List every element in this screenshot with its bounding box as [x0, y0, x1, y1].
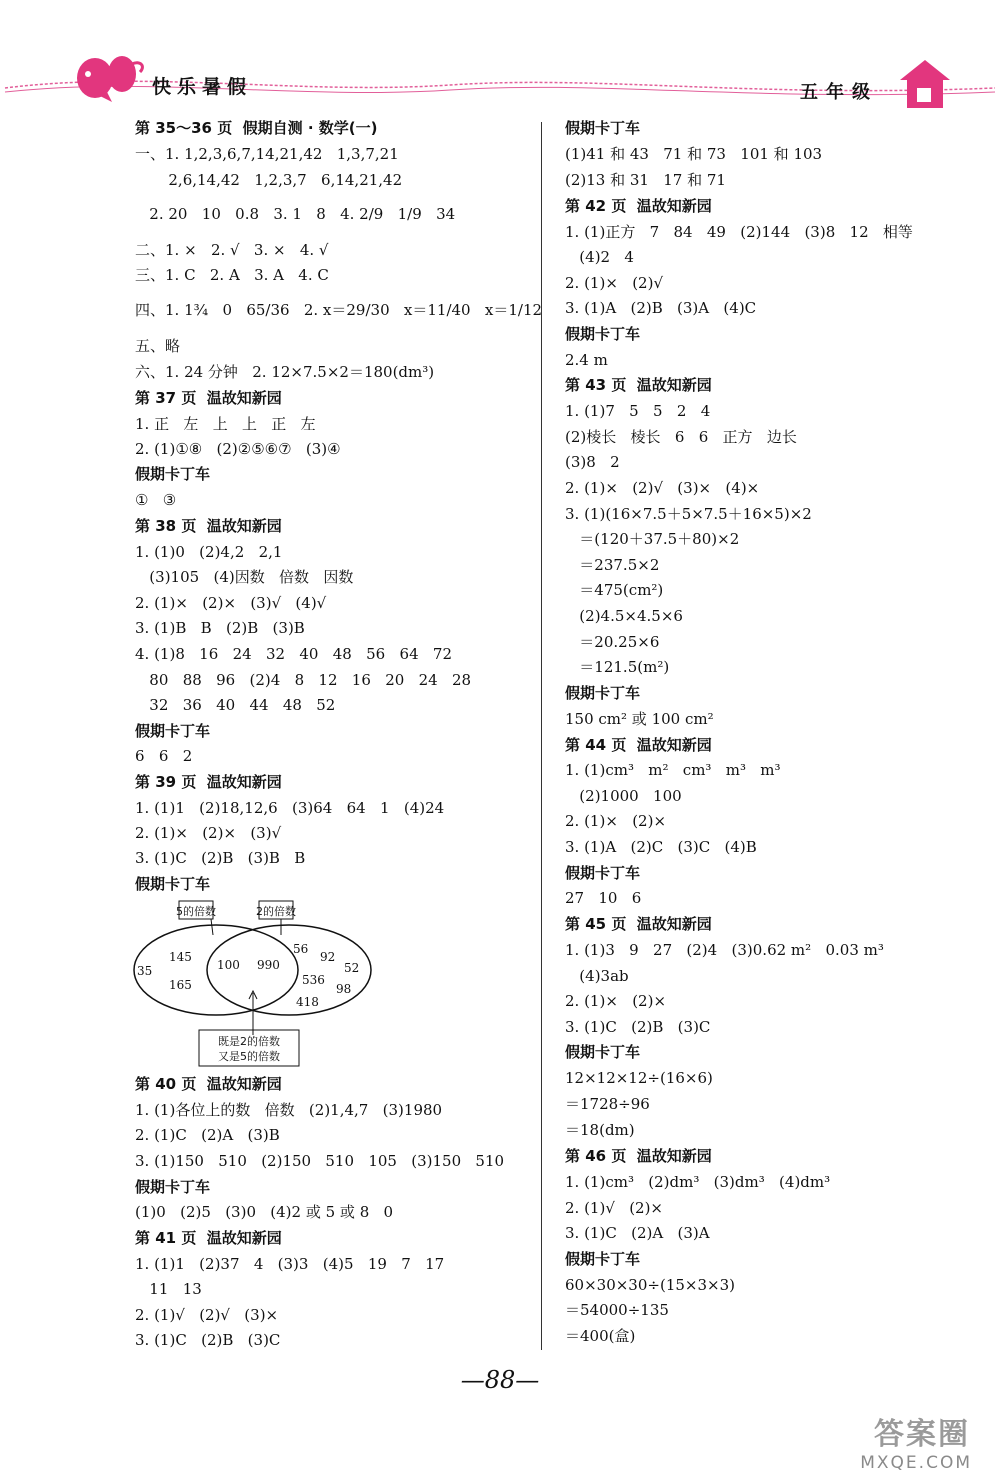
venn-diagram: [131, 895, 381, 1070]
answer-line: 一、1. 1,2,3,6,7,14,21,42 1,3,7,21: [135, 145, 399, 163]
answer-line: 2,6,14,42 1,2,3,7 6,14,21,42: [135, 171, 403, 189]
answer-line: 27 10 6: [565, 889, 642, 907]
venn-label-both-2: 又是5的倍数: [218, 1050, 280, 1063]
answer-line: 1. 正 左 上 上 正 左: [135, 415, 316, 433]
answer-line: ＝237.5×2: [565, 556, 660, 574]
answer-line: 3. (1)(16×7.5＋5×7.5＋16×5)×2: [565, 505, 812, 523]
answer-line: 2. 20 10 0.8 3. 1 8 4. 2/9 1/9 34: [135, 205, 456, 223]
answer-line: 1. (1)正方 7 84 49 (2)144 (3)8 12 相等: [565, 223, 913, 241]
answer-line: 1. (1)0 (2)4,2 2,1: [135, 543, 283, 561]
venn-value: 536: [302, 973, 325, 987]
section-title: 第 45 页 温故知新园: [565, 915, 712, 933]
answer-line: ＝400(盒): [565, 1327, 636, 1345]
answer-line: 3. (1)A (2)B (3)A (4)C: [565, 299, 757, 317]
answer-line: 3. (1)A (2)C (3)C (4)B: [565, 838, 757, 856]
answer-line: 3. (1)C (2)B (3)C: [565, 1018, 711, 1036]
section-title: 第 39 页 温故知新园: [135, 773, 282, 791]
answer-line: 32 36 40 44 48 52: [135, 696, 336, 714]
answer-line: 1. (1)3 9 27 (2)4 (3)0.62 m² 0.03 m³: [565, 941, 884, 959]
answer-line: 2.4 m: [565, 351, 608, 369]
answer-line: 1. (1)cm³ (2)dm³ (3)dm³ (4)dm³: [565, 1173, 831, 1191]
section-title: 假期卡丁车: [135, 1178, 211, 1196]
venn-value: 35: [137, 964, 153, 978]
answer-line: (4)3ab: [565, 967, 629, 985]
section-title: 假期卡丁车: [135, 722, 211, 740]
answer-line: ＝121.5(m²): [565, 658, 670, 676]
answer-line: ＝(120＋37.5＋80)×2: [565, 530, 740, 548]
answer-line: 2. (1)× (2)×: [565, 812, 667, 830]
venn-label-both-1: 既是2的倍数: [218, 1035, 280, 1048]
answer-line: ＝475(cm²): [565, 581, 664, 599]
answer-line: 2. (1)C (2)A (3)B: [135, 1126, 280, 1144]
answer-line: 二、1. × 2. √ 3. × 4. √: [135, 241, 329, 259]
section-title: 假期卡丁车: [565, 864, 641, 882]
section-title: 假期卡丁车: [565, 119, 641, 137]
answer-line: ＝20.25×6: [565, 633, 660, 651]
answer-line: 3. (1)B B (2)B (3)B: [135, 619, 305, 637]
venn-value: 165: [169, 978, 192, 992]
section-title: 假期卡丁车: [565, 325, 641, 343]
answer-line: 1. (1)cm³ m² cm³ m³ m³: [565, 761, 781, 779]
venn-label-2: 2的倍数: [256, 905, 296, 918]
answer-line: 1. (1)各位上的数 倍数 (2)1,4,7 (3)1980: [135, 1101, 443, 1119]
grade-label: 五年级: [800, 82, 878, 103]
answer-line: ＝54000÷135: [565, 1301, 669, 1319]
page-header: [0, 0, 1000, 115]
answer-line: 2. (1)× (2)× (3)√: [135, 824, 282, 842]
answer-line: 四、1. 1¾ 0 65/36 2. x＝29/30 x＝11/40 x＝1/12: [135, 301, 543, 319]
answer-line: (1)41 和 43 71 和 73 101 和 103: [565, 145, 823, 163]
section-title: 第 41 页 温故知新园: [135, 1229, 282, 1247]
answer-line: 1. (1)1 (2)18,12,6 (3)64 64 1 (4)24: [135, 799, 445, 817]
answer-line: 2. (1)× (2)√: [565, 274, 664, 292]
answer-line: 2. (1)①⑧ (2)②⑤⑥⑦ (3)④: [135, 440, 341, 458]
venn-value: 92: [320, 950, 336, 964]
answer-line: ① ③: [135, 491, 177, 509]
answer-line: 3. (1)150 510 (2)150 510 105 (3)150 510: [135, 1152, 505, 1170]
brand-title: 快乐暑假: [152, 76, 253, 98]
answer-line: (2)1000 100: [565, 787, 682, 805]
section-title: 第 42 页 温故知新园: [565, 197, 712, 215]
answer-line: (3)105 (4)因数 倍数 因数: [135, 568, 354, 586]
answer-line: 2. (1)√ (2)×: [565, 1199, 664, 1217]
page-number: —88—: [460, 1366, 540, 1394]
venn-arrow-5: [211, 919, 213, 935]
answer-line: (2)棱长 棱长 6 6 正方 边长: [565, 428, 797, 446]
venn-label-5: 5的倍数: [176, 905, 216, 918]
venn-value: 145: [169, 950, 192, 964]
venn-value: 100: [217, 958, 240, 972]
answer-line: (2)13 和 31 17 和 71: [565, 171, 726, 189]
answer-line: 三、1. C 2. A 3. A 4. C: [135, 266, 329, 284]
answer-line: 五、略: [135, 337, 181, 355]
section-title: 第 43 页 温故知新园: [565, 376, 712, 394]
section-title: 第 37 页 温故知新园: [135, 389, 282, 407]
venn-value: 990: [257, 958, 280, 972]
answer-line: 2. (1)√ (2)√ (3)×: [135, 1306, 279, 1324]
answer-line: 2. (1)× (2)√ (3)× (4)×: [565, 479, 760, 497]
bird-icon: [77, 56, 142, 102]
answer-line: 2. (1)× (2)× (3)√ (4)√: [135, 594, 327, 612]
watermark-text: MXQE.COM: [860, 1453, 972, 1473]
answer-line: 150 cm² 或 100 cm²: [565, 710, 714, 728]
venn-svg: [131, 895, 381, 1070]
watermark-logo: 答案圈: [874, 1417, 970, 1452]
answer-line: 12×12×12÷(16×6): [565, 1069, 713, 1087]
section-title: 第 44 页 温故知新园: [565, 736, 712, 754]
answer-line: (3)8 2: [565, 453, 620, 471]
answer-line: 1. (1)1 (2)37 4 (3)3 (4)5 19 7 17: [135, 1255, 445, 1273]
answer-line: 3. (1)C (2)B (3)B B: [135, 849, 306, 867]
answer-line: ＝1728÷96: [565, 1095, 650, 1113]
answer-line: 3. (1)C (2)A (3)A: [565, 1224, 710, 1242]
answer-line: (2)4.5×4.5×6: [565, 607, 683, 625]
answer-line: 1. (1)7 5 5 2 4: [565, 402, 711, 420]
section-title: 假期卡丁车: [135, 875, 211, 893]
house-icon: [900, 60, 950, 108]
section-title: 第 40 页 温故知新园: [135, 1075, 282, 1093]
answer-line: 6 6 2: [135, 747, 193, 765]
answer-line: 3. (1)C (2)B (3)C: [135, 1331, 281, 1349]
answer-line: 11 13: [135, 1280, 202, 1298]
answer-line: 60×30×30÷(15×3×3): [565, 1276, 735, 1294]
section-title: 假期卡丁车: [565, 1043, 641, 1061]
answer-line: 80 88 96 (2)4 8 12 16 20 24 28: [135, 671, 472, 689]
section-title: 假期卡丁车: [135, 465, 211, 483]
venn-value: 418: [296, 995, 319, 1009]
section-title: 假期卡丁车: [565, 684, 641, 702]
answer-line: 2. (1)× (2)×: [565, 992, 667, 1010]
section-title: 第 35～36 页 假期自测 · 数学(一): [135, 119, 378, 137]
section-title: 假期卡丁车: [565, 1250, 641, 1268]
venn-value: 98: [336, 982, 352, 996]
section-title: 第 38 页 温故知新园: [135, 517, 282, 535]
answer-line: ＝18(dm): [565, 1121, 635, 1139]
answer-line: 4. (1)8 16 24 32 40 48 56 64 72: [135, 645, 452, 663]
venn-value: 56: [293, 942, 309, 956]
section-title: 第 46 页 温故知新园: [565, 1147, 712, 1165]
venn-value: 52: [344, 961, 360, 975]
answer-line: 六、1. 24 分钟 2. 12×7.5×2＝180(dm³): [135, 363, 435, 381]
answer-line: (1)0 (2)5 (3)0 (4)2 或 5 或 8 0: [135, 1203, 394, 1221]
answer-line: (4)2 4: [565, 248, 634, 266]
